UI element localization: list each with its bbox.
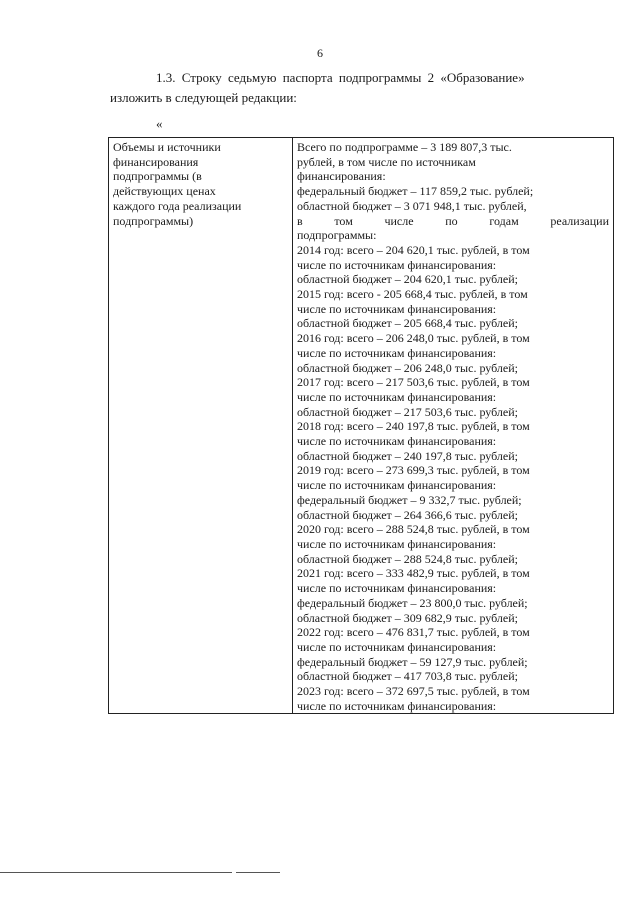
- text-line: федеральный бюджет – 9 332,7 тыс. рублей;: [297, 492, 522, 507]
- text-line: Всего по подпрограмме – 3 189 807,3 тыс.: [297, 140, 512, 154]
- text-line: подпрограммы): [113, 213, 194, 228]
- intro-line-2: изложить в следующей редакции:: [110, 90, 297, 105]
- text-line: областной бюджет – 206 248,0 тыс. рублей;: [297, 360, 518, 375]
- text-line: областной бюджет – 417 703,8 тыс. рублей;: [297, 669, 518, 684]
- text-line: 2016 год: всего – 206 248,0 тыс. рублей, в том: [297, 331, 530, 346]
- table-row: [109, 138, 614, 714]
- text-line: областной бюджет – 288 524,8 тыс. рублей;: [297, 551, 518, 566]
- text-line: федеральный бюджет – 117 859,2 тыс. рублей;: [297, 184, 534, 199]
- text-line: финансирования: [113, 154, 199, 169]
- text-line: числе по источникам финансирования:: [297, 301, 497, 316]
- text-line: 2020 год: всего – 288 524,8 тыс. рублей, в том: [297, 522, 530, 537]
- text-line: областной бюджет – 205 668,4 тыс. рублей;: [297, 316, 518, 331]
- text-line: областной бюджет – 240 197,8 тыс. рублей;: [297, 448, 518, 463]
- text-line: числе по источникам финансирования:: [297, 345, 497, 360]
- text-line: подпрограммы:: [297, 228, 377, 243]
- text-line: Объемы и источники: [113, 140, 221, 154]
- text-line: числе по источникам финансирования:: [297, 434, 497, 449]
- text-line: 2018 год: всего – 240 197,8 тыс. рублей, в том: [297, 419, 530, 434]
- text-line: федеральный бюджет – 23 800,0 тыс. рублей;: [297, 595, 528, 610]
- text-line: числе по источникам финансирования:: [297, 389, 497, 404]
- text-line: 2019 год: всего – 273 699,3 тыс. рублей, в том: [297, 463, 530, 478]
- text-line: 2023 год: всего – 372 697,5 тыс. рублей, в том: [297, 684, 530, 699]
- text-line: областной бюджет – 217 503,6 тыс. рублей;: [297, 404, 518, 419]
- funding-label-cell: [109, 138, 293, 714]
- text-line: областной бюджет – 264 366,6 тыс. рублей;: [297, 507, 518, 522]
- text-line: областной бюджет – 3 071 948,1 тыс. рублей,: [297, 198, 527, 213]
- text-line: 2022 год: всего – 476 831,7 тыс. рублей, в том: [297, 625, 530, 640]
- text-line: 2021 год: всего – 333 482,9 тыс. рублей, в том: [297, 566, 530, 581]
- footer-rule: [0, 872, 232, 873]
- text-line: в том числе по годам реализации: [297, 213, 609, 228]
- funding-details-cell: [293, 138, 614, 714]
- text-line: каждого года реализации: [113, 198, 242, 213]
- text-line: 2014 год: всего – 204 620,1 тыс. рублей, в том: [297, 242, 530, 257]
- opening-quote-mark: «: [156, 116, 163, 131]
- text-line: областной бюджет – 204 620,1 тыс. рублей;: [297, 272, 518, 287]
- text-line: 2017 год: всего – 217 503,6 тыс. рублей, в том: [297, 375, 530, 390]
- text-line: федеральный бюджет – 59 127,9 тыс. рублей;: [297, 654, 528, 669]
- funding-table: [108, 137, 614, 714]
- text-line: 2015 год: всего - 205 668,4 тыс. рублей, в том: [297, 287, 528, 302]
- text-line: подпрограммы (в: [113, 169, 202, 184]
- intro-line-1: 1.3. Строку седьмую паспорта подпрограммы 2 «Образование»: [156, 70, 525, 85]
- text-line: числе по источникам финансирования:: [297, 536, 497, 551]
- text-line: областной бюджет – 309 682,9 тыс. рублей;: [297, 610, 518, 625]
- text-line: числе по источникам финансирования:: [297, 581, 497, 596]
- text-line: числе по источникам финансирования:: [297, 478, 497, 493]
- text-line: числе по источникам финансирования:: [297, 698, 497, 713]
- text-line: числе по источникам финансирования:: [297, 257, 497, 272]
- footer-rule-segment: [236, 872, 280, 873]
- page-number: 6: [317, 46, 323, 60]
- text-line: финансирования:: [297, 169, 386, 184]
- text-line: рублей, в том числе по источникам: [297, 154, 476, 169]
- intro-paragraph: [110, 68, 615, 108]
- text-line: числе по источникам финансирования:: [297, 639, 497, 654]
- text-line: действующих ценах: [113, 184, 216, 199]
